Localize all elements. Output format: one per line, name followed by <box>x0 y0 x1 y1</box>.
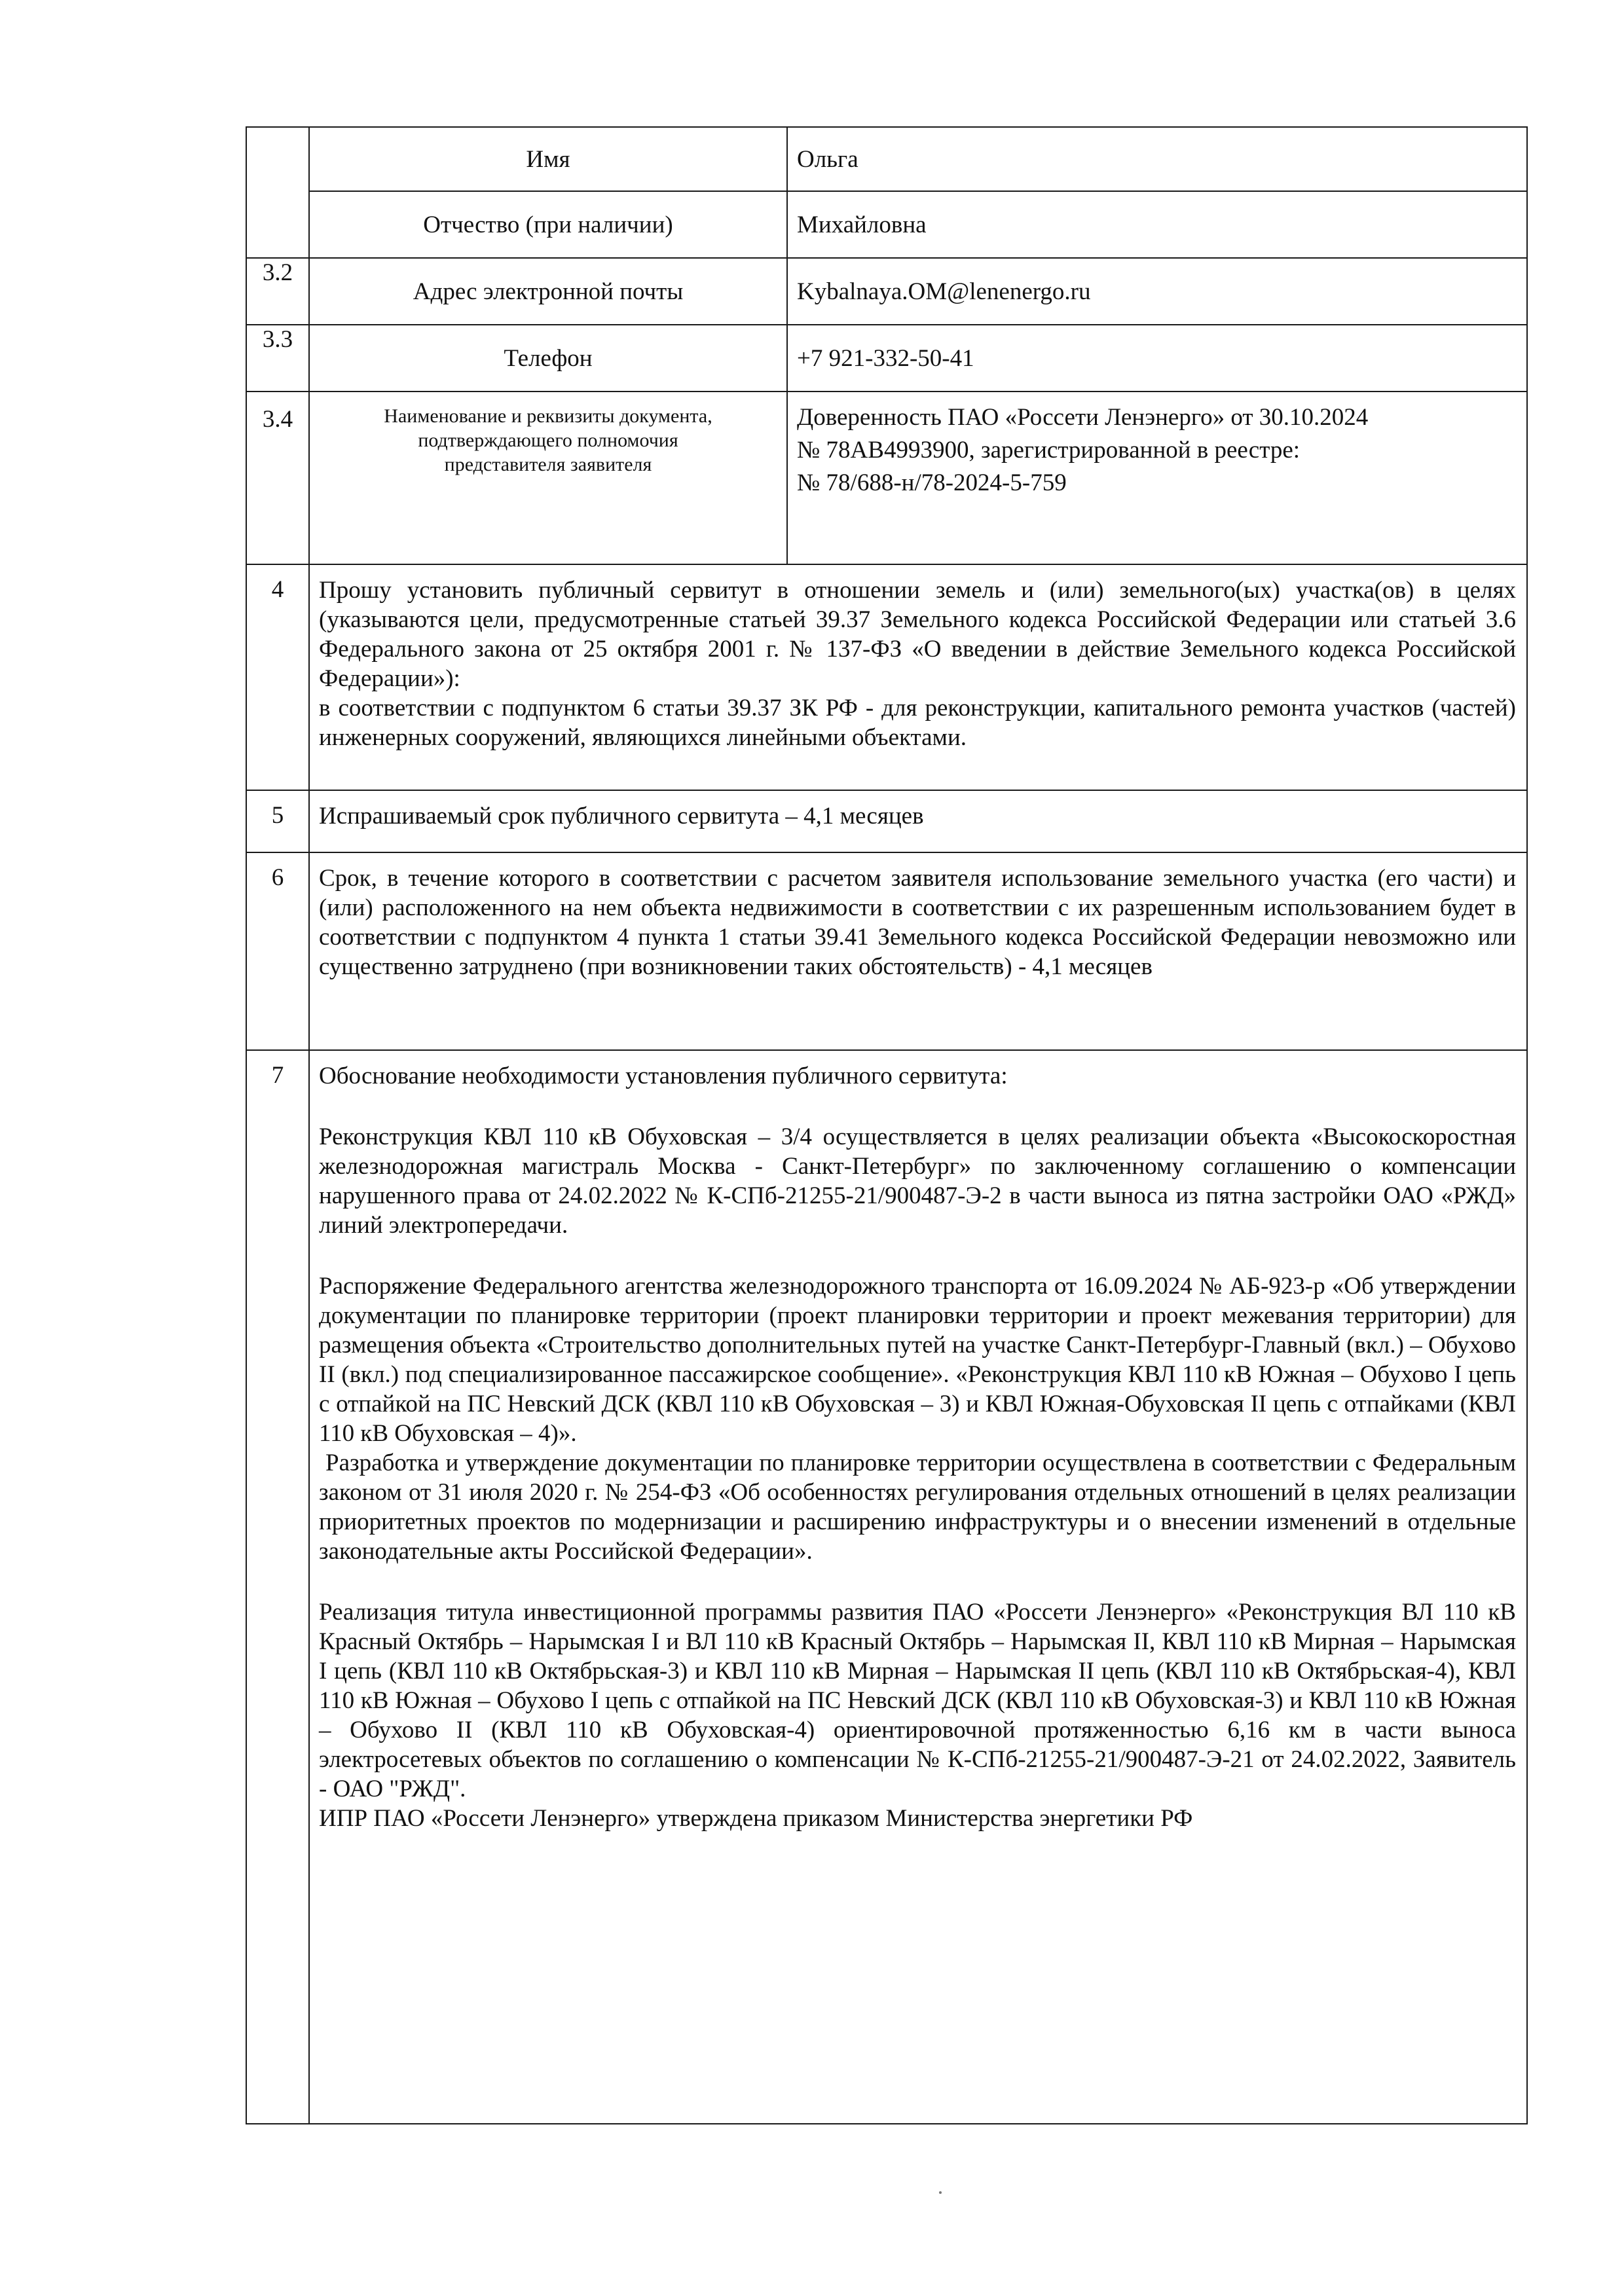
value-first-name: Ольга <box>787 127 1527 191</box>
section-number-5: 5 <box>246 790 309 852</box>
row-section-4 <box>246 564 1527 790</box>
row-number-3-3: 3.3 <box>246 325 309 392</box>
section-number-6: 6 <box>246 852 309 1050</box>
section-6-term: Срок, в течение которого в соответствии с расчетом заявителя использование земельного участка (его части) и (или) расположенного на нем объекта недвижимости в соответствии с их разрешенным использованием будет в соответствии с подпунктом 4 пункта 1 статьи 39.41 Земельного кодекса Российской Федерации невозможно или существенно затруднено (при возникновении таких обстоятельств) - 4,1 месяцев <box>319 865 1516 980</box>
label-authority-document <box>309 392 787 564</box>
label-line: подтверждающего полномочия <box>418 429 678 451</box>
value-line: № 78АВ4993900, зарегистрированной в реестре: <box>797 437 1301 464</box>
section-7-paragraph: Реализация титула инвестиционной программы развития ПАО «Россети Ленэнерго» «Реконструкция ВЛ 110 кВ Красный Октябрь – Нарымская I и ВЛ 110 кВ Красный Октябрь – Нарымская II, КВЛ 110 кВ Мирная – Нарымская I цепь (КВЛ 110 кВ Октябрьская-3) и КВЛ 110 кВ Мирная – Нарымская II цепь (КВЛ 110 кВ Октябрьская-4), КВЛ 110 кВ Южная – Обухово I цепь с отпайкой на ПС Невский ДСК (КВЛ 110 кВ Обуховская-3) и КВЛ 110 кВ Южная – Обухово II (КВЛ 110 кВ Обуховская-4) ориентировочной протяженностью 6,16 км в части выноса электросетевых объектов по соглашению о компенсации № К-СПб-21255-21/900487-Э-21 от 24.02.2022, Заявитель - ОАО "РЖД". <box>319 1599 1516 1802</box>
value-line: № 78/688-н/78-2024-5-759 <box>797 469 1067 496</box>
label-line: Наименование и реквизиты документа, <box>384 405 712 427</box>
section-4-request: Прошу установить публичный сервитут в отношении земель и (или) земельного(ых) участка(ов) в целях (указываются цели, предусмотренные статьей 39.37 Земельного кодекса Российской Федерации или статьей 3.6 Федерального закона от 25 октября 2001 г. № 137-ФЗ «О введении в действие Земельного кодекса Российской Федерации»): <box>319 577 1516 692</box>
label-line: представителя заявителя <box>444 454 652 475</box>
row-section-7 <box>246 1050 1527 2124</box>
section-5-text: Испрашиваемый срок публичного сервитута – 4,1 месяцев <box>309 790 1527 852</box>
row-number-3-4: 3.4 <box>246 392 309 564</box>
label-phone: Телефон <box>309 325 787 392</box>
value-line: Доверенность ПАО «Россети Ленэнерго» от 30.10.2024 <box>797 404 1369 431</box>
row-section-6 <box>246 852 1527 1050</box>
label-patronymic: Отчество (при наличии) <box>309 191 787 258</box>
section-7-paragraph: Распоряжение Федерального агентства железнодорожного транспорта от 16.09.2024 № АБ-923-р «Об утверждении документации по планировке территории (проект планировки территории и проект межевания территории) для размещения объекта «Строительство дополнительных путей на участке Санкт-Петербург-Главный (вкл.) – Обухово II (вкл.) под специализированное пассажирское сообщение». «Реконструкция КВЛ 110 кВ Южная – Обухово I цепь с отпайкой на ПС Невский ДСК (КВЛ 110 кВ Обуховская – 3) и КВЛ Южная-Обуховская II цепь с отпайками (КВЛ 110 кВ Обуховская – 4)». <box>319 1273 1516 1447</box>
section-7-heading: Обоснование необходимости установления публичного сервитута: <box>319 1063 1008 1089</box>
section-7-paragraph: Реконструкция КВЛ 110 кВ Обуховская – 3/4 осуществляется в целях реализации объекта «Высокоскоростная железнодорожная магистраль Москва - Санкт-Петербург» по заключенному соглашению о компенсации нарушенного права от 24.02.2022 № К-СПб-21255-21/900487-Э-2 в части выноса из пятна застройки ОАО «РЖД» линий электропередачи. <box>319 1123 1516 1239</box>
section-6-text <box>309 852 1527 1050</box>
section-4-purpose: в соответствии с подпунктом 6 статьи 39.37 ЗК РФ - для реконструкции, капитального ремонта участков (частей) инженерных сооружений, являющихся линейными объектами. <box>319 695 1516 751</box>
row-patronymic <box>246 191 1527 258</box>
row-section-5 <box>246 790 1527 852</box>
application-form-table <box>246 126 1528 2124</box>
row-number-3-2: 3.2 <box>246 258 309 325</box>
row-authority-document <box>246 392 1527 564</box>
scan-speck <box>939 2191 942 2194</box>
row-phone <box>246 325 1527 392</box>
row-number-cell <box>246 127 309 258</box>
section-7-paragraph: Разработка и утверждение документации по планировке территории осуществлена в соответствии с Федеральным законом от 31 июля 2020 г. № 254-ФЗ «Об особенностях регулирования отдельных отношений в целях реализации приоритетных проектов по модернизации и расширению инфраструктуры и о внесении изменений в отдельные законодательные акты Российской Федерации». <box>319 1449 1516 1565</box>
value-phone: +7 921-332-50-41 <box>787 325 1527 392</box>
value-authority-document <box>787 392 1527 564</box>
value-email: Kybalnaya.OM@lenenergo.ru <box>787 258 1527 325</box>
section-7-text <box>309 1050 1527 2124</box>
label-email: Адрес электронной почты <box>309 258 787 325</box>
row-first-name <box>246 127 1527 191</box>
row-email <box>246 258 1527 325</box>
value-patronymic: Михайловна <box>787 191 1527 258</box>
section-number-4: 4 <box>246 564 309 790</box>
section-number-7: 7 <box>246 1050 309 2124</box>
section-4-text <box>309 564 1527 790</box>
section-7-paragraph: ИПР ПАО «Россети Ленэнерго» утверждена приказом Министерства энергетики РФ <box>319 1805 1193 1832</box>
label-first-name: Имя <box>309 127 787 191</box>
